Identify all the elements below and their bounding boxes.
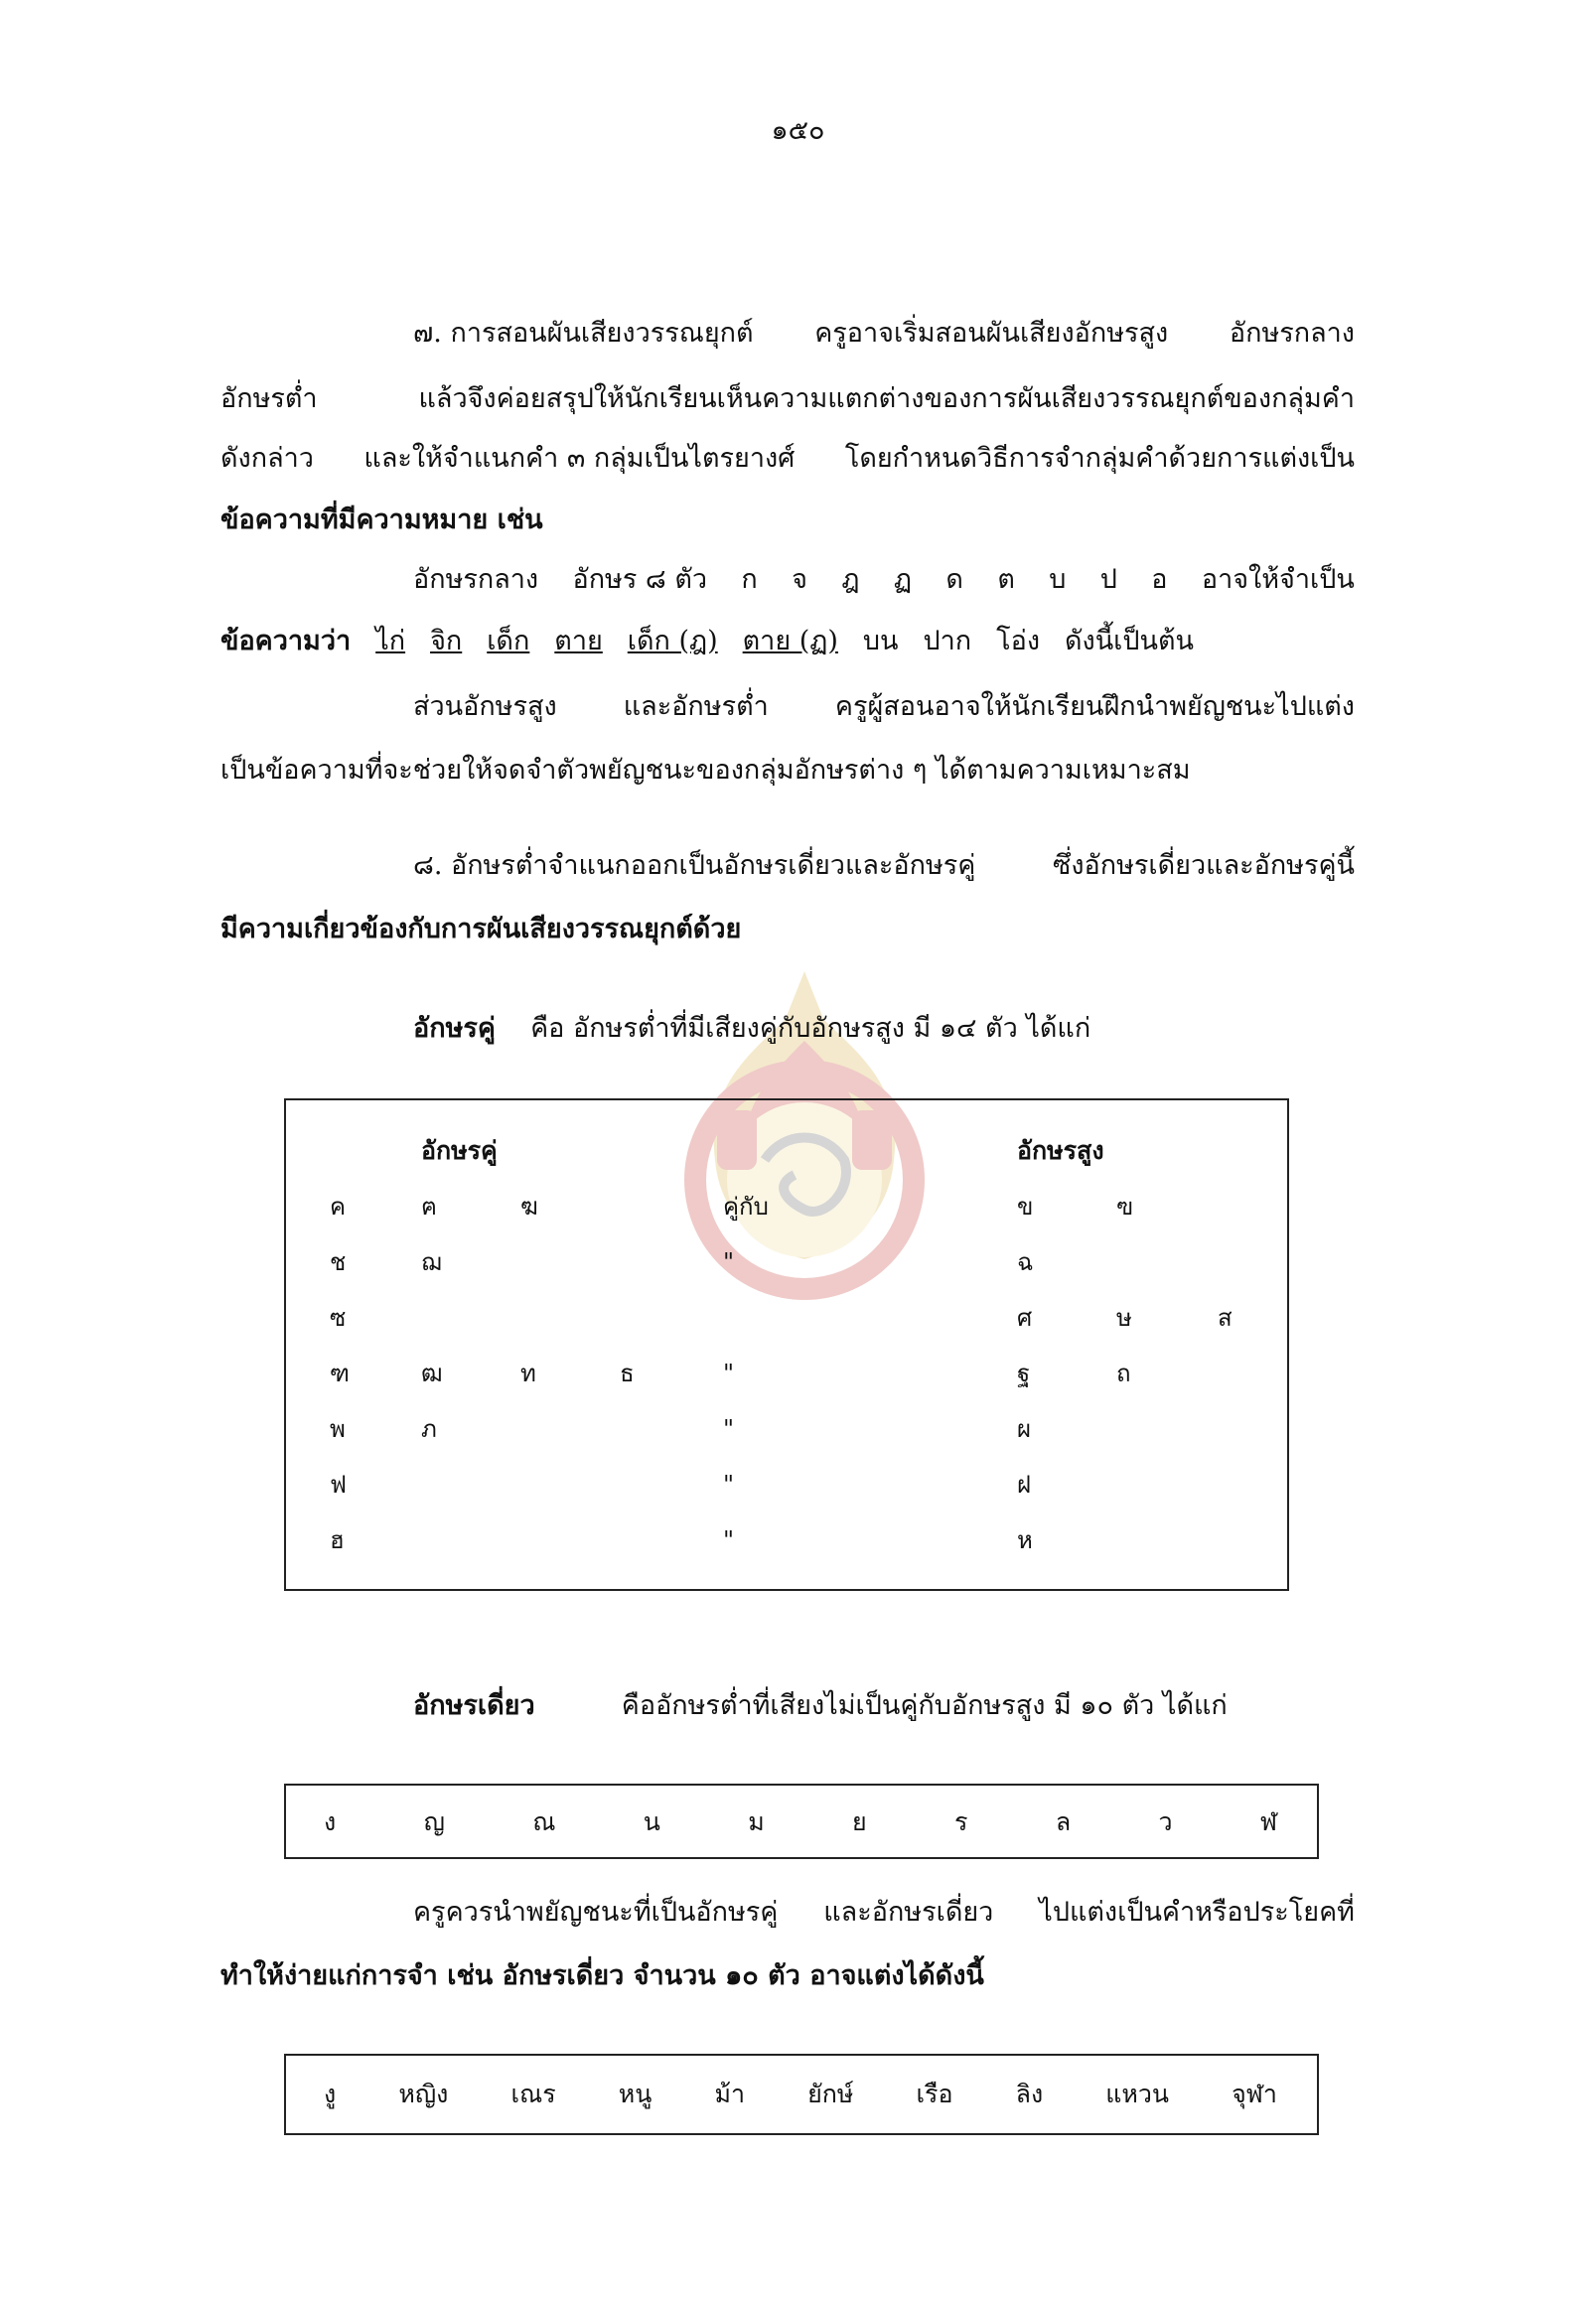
paired-low-letter: ฆ bbox=[520, 1193, 538, 1221]
mnemonic-words-box bbox=[284, 2054, 1319, 2135]
high-low-line1 bbox=[413, 687, 1355, 727]
paired-low-letter: ฮ bbox=[330, 1526, 345, 1554]
single-letter: ญ bbox=[423, 1807, 445, 1836]
text-fragment: ๘. อักษรต่ำจำแนกออกเป็นอักษรเดี่ยวและอักษรคู่ bbox=[413, 850, 976, 881]
single-letter: ย bbox=[852, 1807, 867, 1836]
text-fragment: ไปแต่งเป็นคำหรือประโยคที่ bbox=[1039, 1897, 1355, 1928]
mnemonic-word: ม้า bbox=[714, 2080, 745, 2108]
header-high-class: อักษรสูง bbox=[1017, 1136, 1104, 1165]
paired-low-letter: ฟ bbox=[330, 1471, 347, 1499]
text-fragment: อักษร ๘ ตัว bbox=[572, 564, 708, 595]
paired-low-letter: ช bbox=[330, 1248, 347, 1276]
text-fragment: ครูอาจเริ่มสอนผันเสียงอักษรสูง bbox=[814, 318, 1169, 349]
mnemonic-word: แหวน bbox=[1105, 2080, 1170, 2108]
section8-line2: มีความเกี่ยวข้องกับการผันเสียงวรรณยุกต์ด้วย bbox=[220, 914, 742, 944]
single-letter: ม bbox=[748, 1807, 765, 1836]
single-letter: น bbox=[643, 1807, 660, 1836]
single-term: อักษรเดี่ยว bbox=[413, 1690, 535, 1721]
mnemonic-word: หนู bbox=[618, 2080, 653, 2108]
single-letters-row bbox=[324, 1807, 1277, 1837]
high-low-line2: เป็นข้อความที่จะช่วยให้จดจำตัวพยัญชนะของกลุ่มอักษรต่าง ๆ ได้ตามความเหมาะสม bbox=[220, 755, 1191, 786]
closing-line1 bbox=[413, 1893, 1355, 1933]
single-letters-box bbox=[284, 1784, 1319, 1859]
pair-marker: " bbox=[723, 1360, 735, 1387]
mnemonic-word: หญิง bbox=[398, 2080, 449, 2108]
section7-line3 bbox=[220, 439, 1355, 479]
mnemonic-word: เรือ bbox=[916, 2080, 953, 2108]
paired-low-letter: ฌ bbox=[421, 1248, 442, 1276]
pair-marker: " bbox=[723, 1248, 735, 1276]
consonant: ด bbox=[945, 564, 963, 595]
high-class-letter: ฐ bbox=[1017, 1360, 1031, 1387]
single-letter: ณ bbox=[532, 1807, 556, 1836]
pair-marker: " bbox=[723, 1471, 735, 1499]
high-class-letter: ฃ bbox=[1116, 1193, 1133, 1221]
mnemonic-word: ตาย bbox=[554, 626, 603, 656]
single-letter: ล bbox=[1055, 1807, 1072, 1836]
consonant: ฏ bbox=[893, 564, 913, 595]
mnemonic-word: ปาก bbox=[923, 626, 972, 656]
section7-line4: ข้อความที่มีความหมาย เช่น bbox=[220, 504, 543, 535]
paired-low-letter: ฑ bbox=[330, 1360, 350, 1387]
section7-line2 bbox=[220, 379, 1355, 419]
text-fragment: ซึ่งอักษรเดี่ยวและอักษรคู่นี้ bbox=[1053, 850, 1355, 881]
text-fragment: โดยกำหนดวิธีการจำกลุ่มคำด้วยการแต่งเป็น bbox=[844, 443, 1355, 474]
high-class-letter: ถ bbox=[1116, 1360, 1131, 1387]
page-number: ๑๕๐ bbox=[771, 115, 825, 146]
paired-low-letter: ท bbox=[520, 1360, 536, 1387]
mnemonic-word: เด็ก (ฎ) bbox=[627, 626, 718, 656]
mnemonic-word: จิก bbox=[430, 626, 463, 656]
text-fragment: ครูผู้สอนอาจให้นักเรียนฝึกนำพยัญชนะไปแต่ง bbox=[834, 691, 1355, 722]
paired-low-letter: ฒ bbox=[421, 1360, 443, 1387]
mnemonic-word: เณร bbox=[510, 2080, 556, 2108]
paired-low-letter: ธ bbox=[620, 1360, 635, 1387]
text-fragment: และอักษรต่ำ bbox=[623, 691, 769, 722]
text-fragment: แล้วจึงค่อยสรุปให้นักเรียนเห็นความแตกต่างของการผันเสียงวรรณยุกต์ของกลุ่มคำ bbox=[418, 383, 1355, 414]
section8-line1 bbox=[413, 846, 1355, 886]
mnemonic-word: เด็ก bbox=[487, 626, 530, 656]
pair-marker: " bbox=[723, 1415, 735, 1443]
mnemonic-word: ตาย (ฏ) bbox=[742, 626, 838, 656]
mnemonic-word: ลิง bbox=[1015, 2080, 1044, 2108]
single-definition-line bbox=[413, 1686, 1228, 1726]
text-fragment: อาจให้จำเป็น bbox=[1201, 564, 1355, 595]
consonant: ป bbox=[1099, 564, 1117, 595]
middle-class-line2 bbox=[220, 622, 1194, 661]
mnemonic-word: ยักษ์ bbox=[807, 2080, 854, 2108]
paired-low-letter: ฅ bbox=[421, 1193, 438, 1221]
paired-definition: คือ อักษรต่ำที่มีเสียงคู่กับอักษรสูง มี ๑๔ ตัว ได้แก่ bbox=[530, 1013, 1091, 1044]
high-class-letter: ฝ bbox=[1017, 1471, 1032, 1499]
text-fragment: และอักษรเดี่ยว bbox=[823, 1897, 994, 1928]
paired-letters-table bbox=[284, 1098, 1289, 1591]
consonant: ฎ bbox=[841, 564, 860, 595]
text-fragment: ๗. การสอนผันเสียงวรรณยุกต์ bbox=[413, 318, 754, 349]
single-letter: ฬ bbox=[1259, 1807, 1277, 1836]
high-class-letter: ฉ bbox=[1017, 1248, 1034, 1276]
text-fragment: ดังนี้เป็นต้น bbox=[1064, 626, 1194, 656]
single-letter: ร bbox=[954, 1807, 968, 1836]
mnemonic-word: งู bbox=[324, 2080, 337, 2108]
single-definition: คืออักษรต่ำที่เสียงไม่เป็นคู่กับอักษรสูง มี ๑๐ ตัว ได้แก่ bbox=[621, 1690, 1228, 1721]
paired-definition-line bbox=[413, 1009, 1090, 1049]
text-fragment: อักษรกลาง bbox=[1229, 318, 1355, 349]
header-paired-low: อักษรคู่ bbox=[421, 1136, 498, 1165]
section7-line1 bbox=[413, 314, 1355, 354]
high-class-letter: ห bbox=[1017, 1526, 1033, 1554]
high-class-letter: ผ bbox=[1017, 1415, 1032, 1443]
mnemonic-word: โอ่ง bbox=[996, 626, 1041, 656]
text-fragment: และให้จำแนกคำ ๓ กลุ่มเป็นไตรยางศ์ bbox=[363, 443, 796, 474]
text-fragment: ดังกล่าว bbox=[220, 443, 314, 474]
consonant: อ bbox=[1151, 564, 1168, 595]
consonant: บ bbox=[1049, 564, 1067, 595]
text-fragment: อักษรต่ำ bbox=[220, 383, 318, 414]
mnemonic-words-row bbox=[324, 2080, 1277, 2109]
paired-low-letter: ค bbox=[330, 1193, 347, 1221]
high-class-letter: ส bbox=[1218, 1304, 1233, 1332]
high-class-letter: ข bbox=[1017, 1193, 1034, 1221]
consonant: จ bbox=[792, 564, 807, 595]
paired-low-letter: ซ bbox=[330, 1304, 347, 1332]
text-fragment: ครูควรนำพยัญชนะที่เป็นอักษรคู่ bbox=[413, 1897, 779, 1928]
paired-low-letter: ภ bbox=[421, 1415, 437, 1443]
text-fragment: ข้อความว่า bbox=[220, 626, 352, 656]
middle-class-line1 bbox=[413, 560, 1355, 600]
mnemonic-word: ไก่ bbox=[375, 626, 406, 656]
paired-low-letter: พ bbox=[330, 1415, 346, 1443]
text-fragment: ส่วนอักษรสูง bbox=[413, 691, 557, 722]
mnemonic-word: บน bbox=[862, 626, 899, 656]
consonant: ต bbox=[997, 564, 1015, 595]
closing-line2: ทำให้ง่ายแก่การจำ เช่น อักษรเดี่ยว จำนวน ๑๐ ตัว อาจแต่งได้ดังนี้ bbox=[220, 1960, 984, 1991]
paired-term: อักษรคู่ bbox=[413, 1013, 496, 1044]
consonant: ก bbox=[741, 564, 758, 595]
pair-marker: " bbox=[723, 1526, 735, 1554]
mnemonic-word: จุฬา bbox=[1232, 2080, 1277, 2108]
single-letter: ว bbox=[1158, 1807, 1173, 1836]
single-letter: ง bbox=[324, 1807, 337, 1836]
text-fragment: อักษรกลาง bbox=[413, 564, 539, 595]
pair-marker: คู่กับ bbox=[723, 1193, 769, 1221]
high-class-letter: ษ bbox=[1116, 1304, 1132, 1332]
high-class-letter: ศ bbox=[1017, 1304, 1033, 1332]
